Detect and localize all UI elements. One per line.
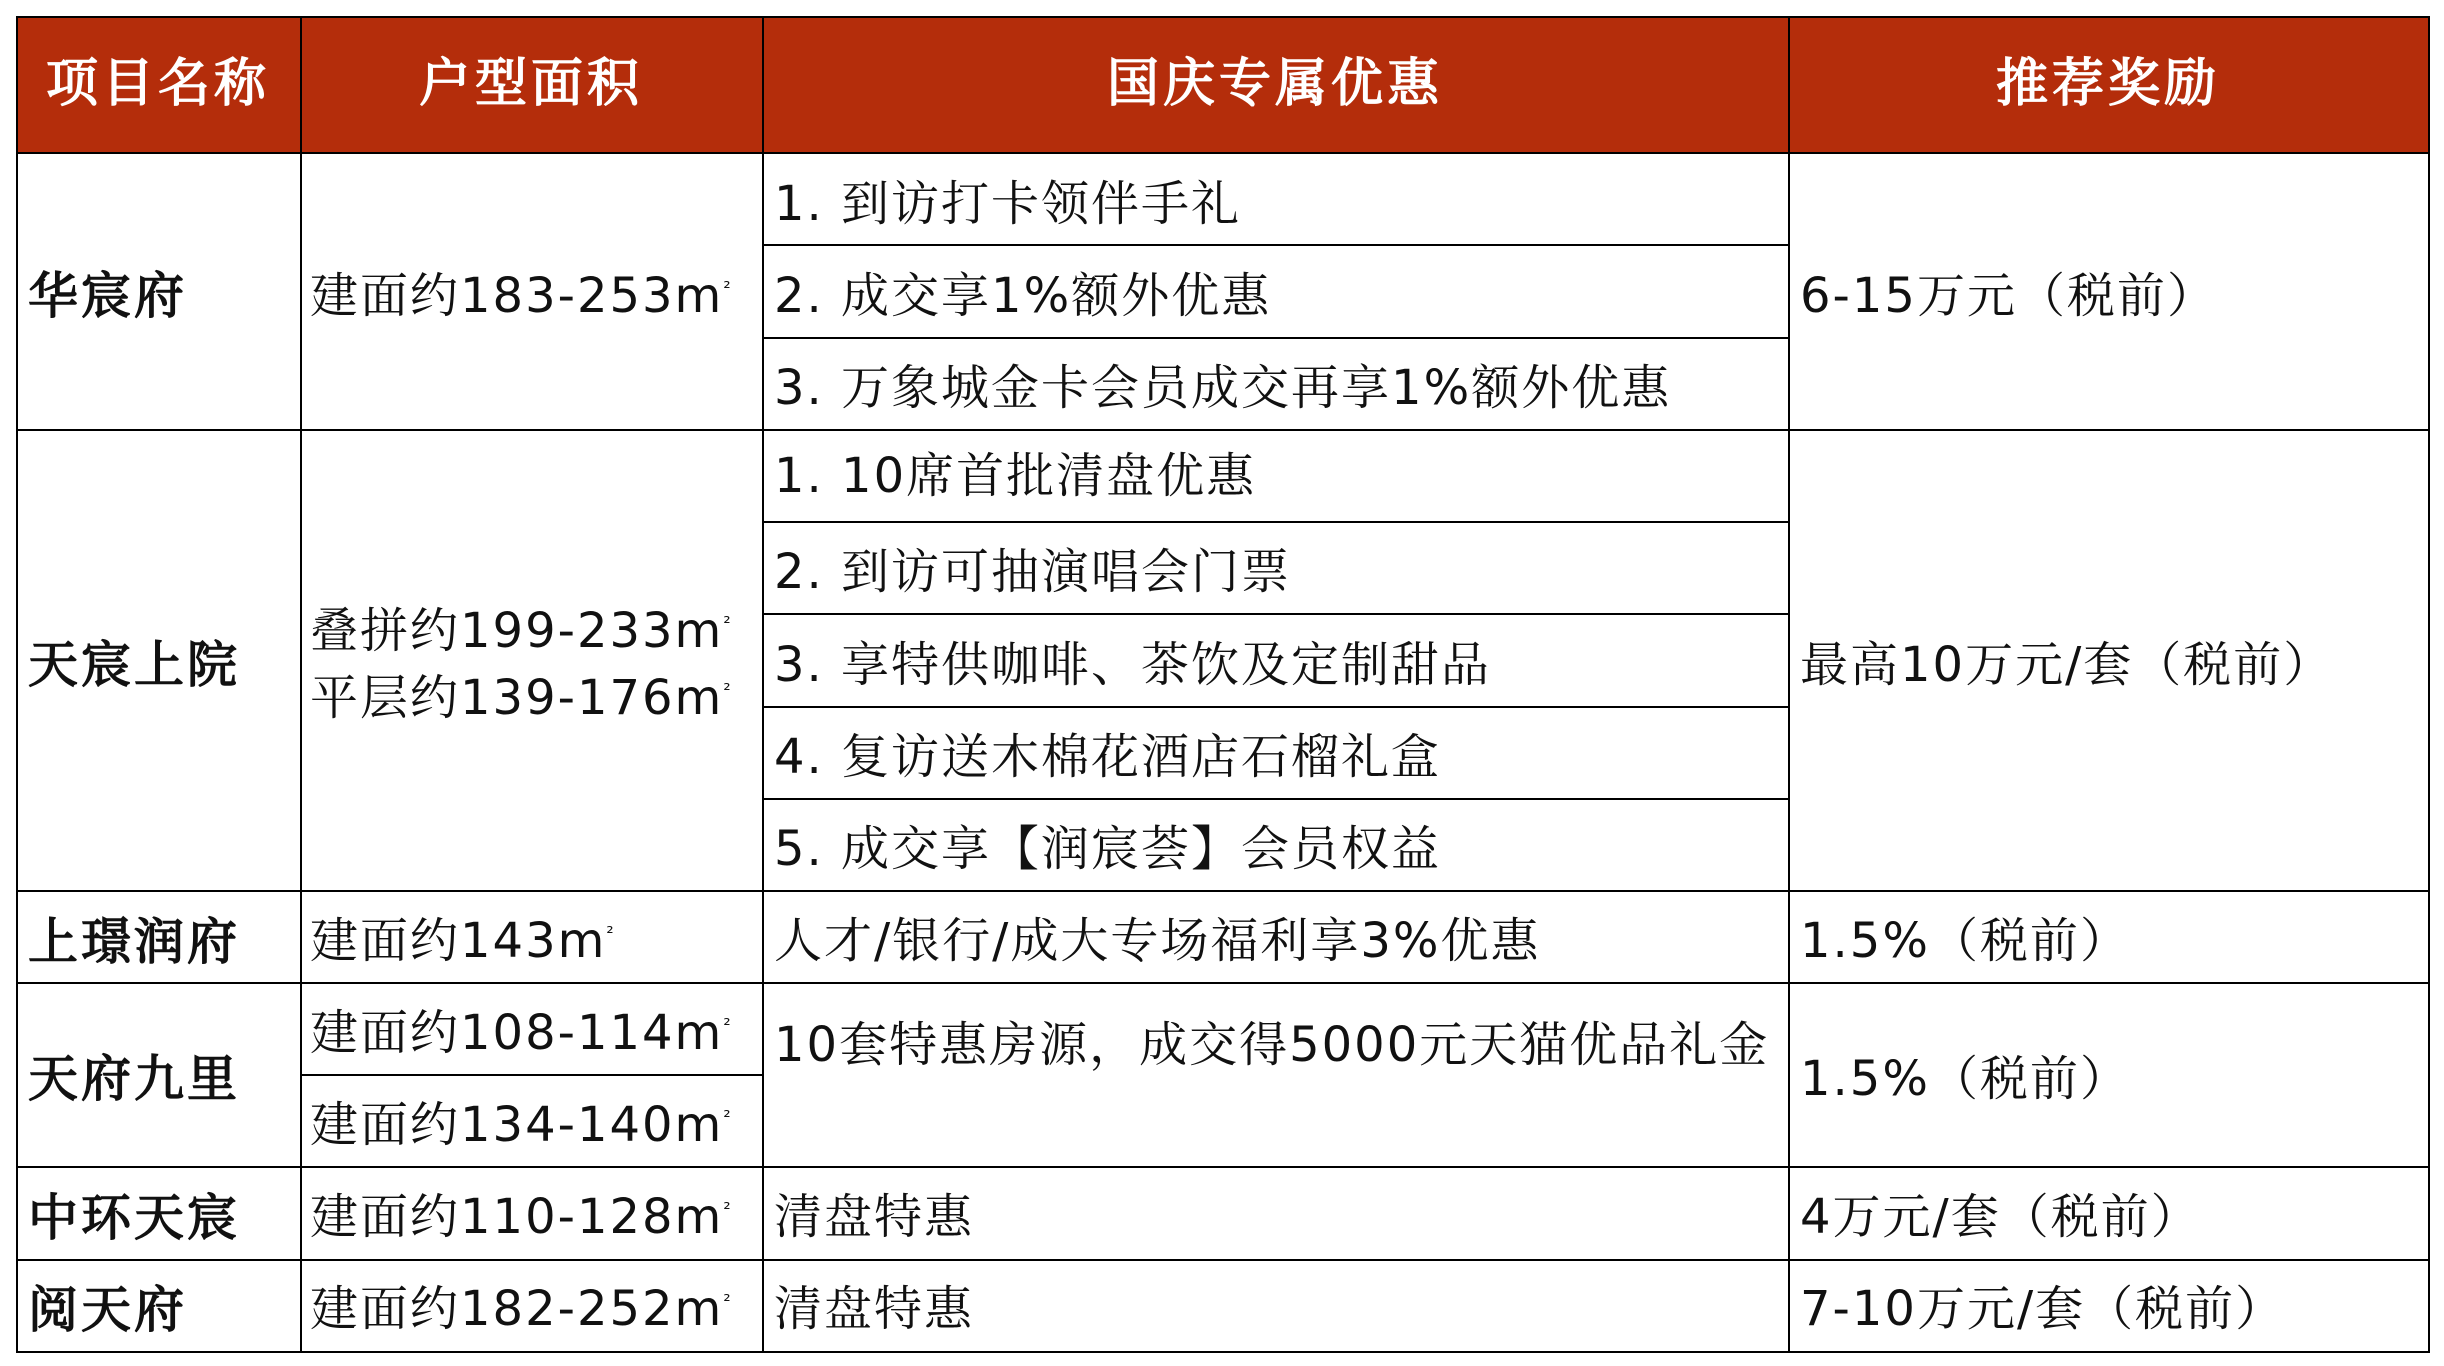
grid-line [762, 798, 1788, 800]
grid-line [762, 613, 1788, 615]
unit-area: 建面约$110-128m^{^2}$ [310, 1189, 731, 1245]
grid-line [16, 16, 18, 1353]
offer-item: 3. 享特供咖啡、茶饮及定制甜品 [774, 637, 1492, 693]
reward-value: 7-10万元/套（税前） [1800, 1281, 2286, 1337]
offer-item: 1. 到访打卡领伴手礼 [774, 176, 1242, 232]
reward-value: 4万元/套（税前） [1800, 1189, 2201, 1245]
reward-value: 1.5%（税前） [1800, 913, 2130, 969]
reward-value: 最高10万元/套（税前） [1800, 637, 2334, 693]
grid-line [762, 706, 1788, 708]
grid-line [16, 1259, 2428, 1261]
offer-item: 2. 成交享1%额外优惠 [774, 268, 1272, 324]
grid-line [300, 16, 302, 1353]
reward-value: 1.5%（税前） [1800, 1051, 2130, 1107]
offer-item: 4. 复访送木棉花酒店石榴礼盒 [774, 729, 1442, 785]
offer-item: 人才/银行/成大专场福利享3%优惠 [774, 913, 1541, 969]
grid-line [16, 982, 2428, 984]
grid-line [2428, 16, 2430, 1353]
grid-line [16, 1351, 2430, 1353]
unit-area: 建面约$134-140m^{^2}$ [310, 1097, 731, 1153]
project-name: 阅天府 [28, 1281, 187, 1339]
project-name: 天府九里 [28, 1050, 240, 1108]
grid-line [1788, 16, 1790, 1353]
unit-area: 建面约$182-252m^{^2}$ [310, 1281, 731, 1337]
offer-item: 1. 10席首批清盘优惠 [774, 448, 1257, 504]
grid-line [16, 16, 2428, 18]
grid-line [762, 16, 764, 1353]
grid-line [16, 890, 2428, 892]
unit-area: 建面约$143m^{^2}$ [310, 913, 614, 969]
grid-line [762, 521, 1788, 523]
header-area: 户型面积 [418, 54, 643, 114]
offer-item: 2. 到访可抽演唱会门票 [774, 544, 1292, 600]
header-offer: 国庆专属优惠 [1106, 54, 1443, 114]
grid-line [16, 1166, 2428, 1168]
header-project: 项目名称 [45, 54, 270, 114]
offer-item: 清盘特惠 [774, 1189, 975, 1245]
project-name: 天宸上院 [28, 636, 240, 694]
grid-line [762, 337, 1788, 339]
grid-line [16, 429, 2428, 431]
offer-item: 5. 成交享【润宸荟】会员权益 [774, 821, 1442, 877]
unit-area: 平层约$139-176m^{^2}$ [310, 670, 731, 726]
unit-area: 叠拼约$199-233m^{^2}$ [310, 603, 731, 659]
reward-value: 6-15万元（税前） [1800, 268, 2217, 324]
unit-area: 建面约$183-253m^{^2}$ [310, 268, 731, 324]
project-name: 华宸府 [28, 267, 187, 325]
project-name: 上璟润府 [28, 913, 240, 971]
project-name: 中环天宸 [28, 1189, 240, 1247]
offer-item: 清盘特惠 [774, 1281, 975, 1337]
offer-item: 10套特惠房源，成交得5000元天猫优品礼金 [774, 1017, 1770, 1073]
offer-item: 3. 万象城金卡会员成交再享1%额外优惠 [774, 360, 1672, 416]
grid-line [300, 1074, 762, 1076]
header-reward: 推荐奖励 [1995, 54, 2220, 114]
grid-line [16, 152, 2428, 154]
grid-line [762, 244, 1788, 246]
unit-area: 建面约$108-114m^{^2}$ [310, 1005, 731, 1061]
